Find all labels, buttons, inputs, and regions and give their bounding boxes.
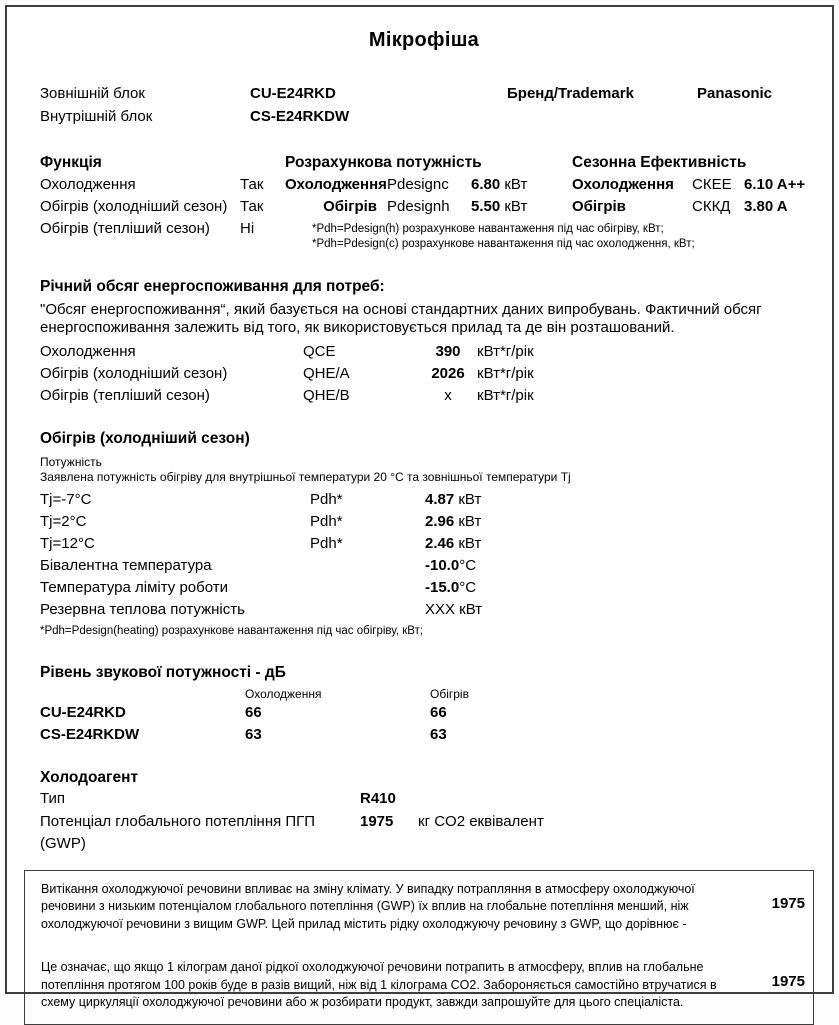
heating-row: Бівалентна температура -10.0°C: [40, 557, 477, 574]
qce-value: 390: [435, 343, 461, 360]
notice-paragraph-2: Це означає, що якщо 1 кілограм даної рідкої охолоджуючої речовини потрапить в атмосферу, вплив на глобальне потепління протягом 100 років буде в разів вищий, ніж від 1 кілограма CO2. Забороняється самостійно втручатися в схему циркуляції охолоджуючої речовини або ж розбирати продукт, завжди запрошуйте для цього спеціаліста.: [41, 960, 717, 1009]
design-power-unit: кВт: [500, 176, 528, 193]
sound-cooling-value: 66: [245, 704, 262, 721]
refrigerant-type-row: [40, 788, 808, 811]
gwp-value: 1975: [360, 812, 394, 830]
design-power-footnotes: *Pdh=Pdesign(h) розрахункове навантаження під час обігріву, кВт; *Pdh=Pdesign(c) розрахункове навантаження під час охолодження, кВт;: [312, 223, 695, 250]
heating-row: Tj=2°C Pdh* 2.96 кВт: [40, 513, 482, 530]
bivalent-temp-value: -10.0: [425, 557, 460, 574]
seasonal-efficiency-row: Обігрів СККД 3.80 A: [572, 196, 808, 218]
indoor-unit-value: CS-E24RKDW: [250, 108, 350, 125]
sound-power-row: [40, 702, 808, 724]
sound-model: CS-E24RKDW: [40, 726, 140, 743]
sound-power-section: [40, 663, 808, 746]
brand-label: Бренд/Trademark: [507, 85, 634, 102]
refrigerant-title: Холодоагент: [40, 769, 139, 786]
heating-subtitle-power: Потужність: [40, 455, 102, 469]
function-section: [40, 152, 808, 251]
tj-minus7-value: 4.87: [425, 491, 455, 508]
gwp-label: Потенціал глобального потепління ПГП (GWP): [40, 812, 316, 852]
sound-heating-value: 63: [430, 726, 447, 743]
sound-model: CU-E24RKD: [40, 704, 126, 721]
seasonal-efficiency-title: Сезонна Ефективність: [572, 154, 747, 171]
heating-section: [40, 429, 808, 639]
gwp-unit: кг CO2 еквівалент: [418, 812, 544, 830]
backup-heat-value: XXX: [425, 601, 456, 618]
scop-value: 3.80 A: [744, 198, 788, 215]
function-title: Функція: [40, 154, 102, 171]
function-row: Охолодження Так: [40, 176, 264, 193]
page-title: Мікрофіша: [368, 29, 480, 51]
notice-paragraph-row: [41, 959, 809, 1012]
heating-subtitle-declared: Заявлена потужність обігріву для внутрішньої температури 20 °С та зовнішньої температури Tj: [40, 470, 571, 484]
function-column: [40, 152, 285, 251]
indoor-unit-label: Внутрішній блок: [40, 108, 153, 125]
annual-energy-description: "Обсяг енергоспоживання“, який базується на основі стандартних даних випробувань. Фактичний обсяг енергоспоживання залежить від того, як використовується прилад та де він розташований.: [40, 301, 762, 336]
annual-energy-section: [40, 277, 808, 407]
refrigerant-gwp-row: [40, 811, 808, 856]
design-power-unit: кВт: [500, 198, 528, 215]
qhe-b-value: x: [444, 387, 452, 404]
design-power-value: 5.50: [471, 198, 501, 215]
design-power-row: Обігрів Pdesignh 5.50 кВт: [323, 198, 528, 215]
limit-temp-value: -15.0: [425, 579, 460, 596]
notice-paragraph-row: [41, 881, 809, 934]
notice-gwp-value-1: 1975: [771, 894, 805, 912]
heating-row: Температура ліміту роботи -15.0°C: [40, 579, 477, 596]
climate-notice-box: [24, 870, 814, 1025]
notice-paragraph-1: Витікання охолоджуючої речовини впливає на зміну клімату. У випадку потрапляння в атмосферу охолоджуючої речовини з низьким потенціалом глобального потепління (GWP) їх вплив на глобальне потепління менший, ніж охолоджуючої речовини з вищим GWP. Цей прилад містить рідку охолоджуючу речовину з GWP, що дорівнює -: [41, 881, 695, 931]
heating-footnote: *Pdh=Pdesign(heating) розрахункове навантаження під час обігріву, кВт;: [40, 625, 424, 637]
sound-power-title: Рівень звукової потужності - дБ: [40, 664, 286, 681]
refrigerant-type-label: Тип: [40, 790, 66, 807]
outdoor-unit-value: CU-E24RKD: [250, 85, 336, 102]
heating-row: Резервна теплова потужність XXX кВт: [40, 601, 483, 618]
tj-12-value: 2.46: [425, 535, 455, 552]
refrigerant-type-value: R410: [360, 790, 396, 807]
seer-value: 6.10 A++: [744, 176, 806, 193]
sound-heating-value: 66: [430, 704, 447, 721]
brand-value: Panasonic: [697, 85, 773, 102]
sound-col-heating: Обігрів: [430, 687, 469, 701]
notice-gwp-value-2: 1975: [771, 973, 805, 990]
annual-energy-row: Обігрів (тепліший сезон) QHE/B x кВт*г/рік: [40, 385, 808, 407]
annual-energy-title: Річний обсяг енергоспоживання для потреб:: [40, 278, 385, 295]
design-power-row: Охолодження Pdesignc 6.80 кВт: [285, 176, 528, 193]
seasonal-efficiency-row: Охолодження СКЕЕ 6.10 A++: [572, 174, 808, 196]
function-row: Обігрів (холодніший сезон) Так: [40, 198, 264, 215]
function-row: Обігрів (тепліший сезон) Ні: [40, 220, 255, 237]
heating-row: Tj=-7°C Pdh* 4.87 кВт: [40, 491, 482, 508]
heating-title: Обігрів (холодніший сезон): [40, 430, 250, 447]
outdoor-unit-label: Зовнішній блок: [40, 85, 145, 102]
tj-2-value: 2.96: [425, 513, 455, 530]
unit-header: [40, 82, 808, 128]
qhe-a-value: 2026: [431, 365, 465, 382]
sound-col-cooling: Охолодження: [245, 687, 322, 701]
annual-energy-row: Охолодження QCE 390 кВт*г/рік: [40, 341, 808, 363]
design-power-value: 6.80: [471, 176, 501, 193]
fiche-page: [5, 5, 834, 1009]
sound-power-column-headers: [40, 687, 808, 702]
sound-power-row: [40, 724, 808, 746]
refrigerant-section: [40, 768, 808, 856]
seasonal-efficiency-column: [572, 152, 808, 251]
annual-energy-row: Обігрів (холодніший сезон) QHE/A 2026 кВт*г/рік: [40, 363, 808, 385]
sound-cooling-value: 63: [245, 726, 262, 743]
design-power-title: Розрахункова потужність: [285, 154, 482, 171]
heating-row: Tj=12°C Pdh* 2.46 кВт: [40, 535, 482, 552]
